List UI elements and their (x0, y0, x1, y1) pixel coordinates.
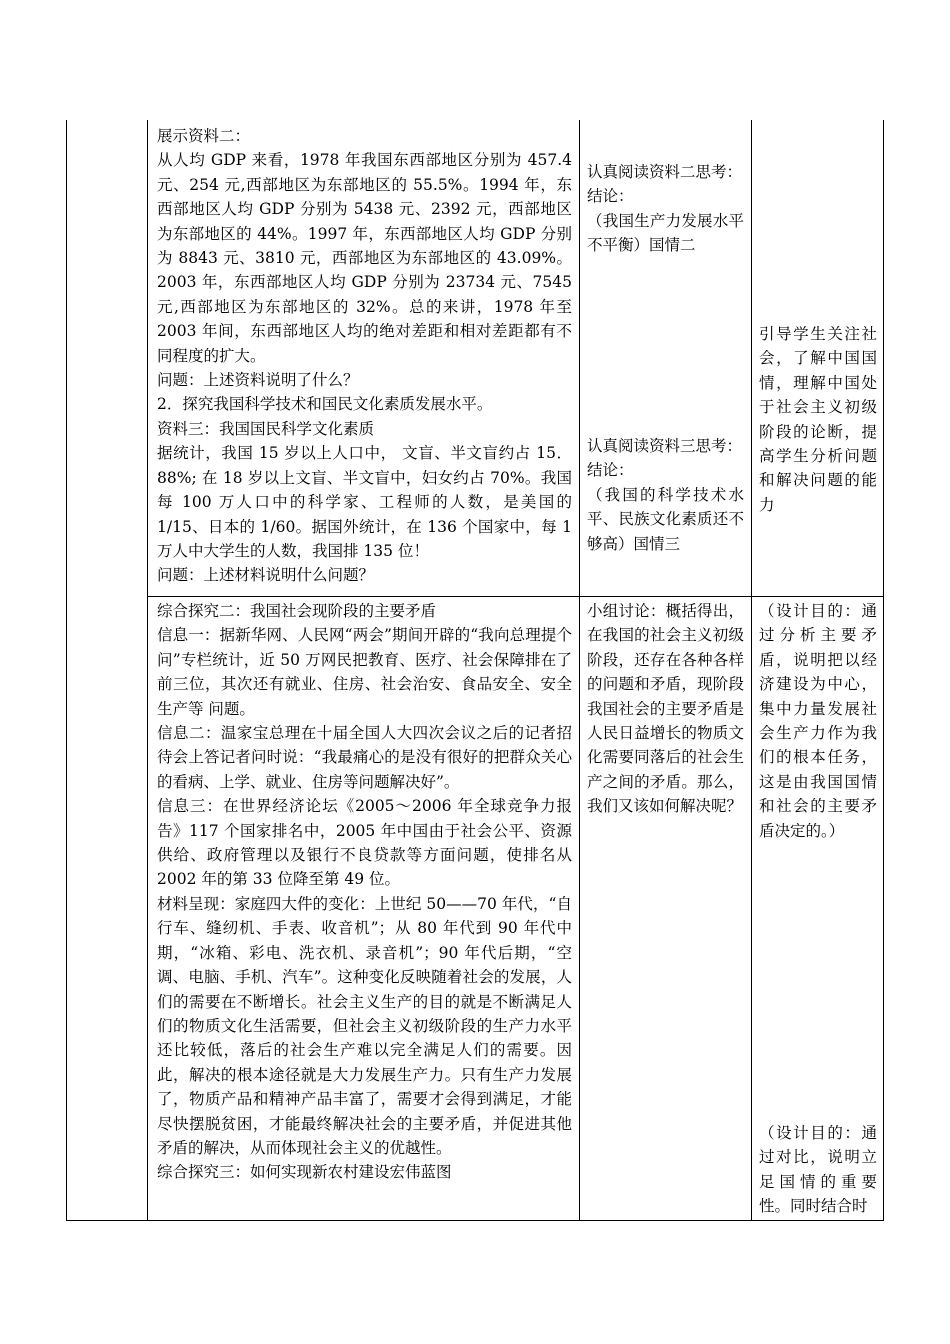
row2-design-intent-a (759, 599, 877, 843)
design-intent-text: （设计目的：通过分析主要矛盾，说明把以经济建设为中心，集中力量发展社会生产力作为我们的根本任务，这是由我国国情和社会的主要矛盾决定的。） (759, 602, 877, 840)
group-discussion: 小组讨论：概括得出，在我国的社会主义初级阶段，还存在各种各样的问题和矛盾，现阶段我国社会的主要矛盾是人民日益增长的物质文化需要同落后的社会生产之间的矛盾。那么，我们又该如何解决呢？ (587, 602, 744, 816)
row2-heading: 综合探究二：我国社会现阶段的主要矛盾 (157, 602, 437, 620)
row1-material-three: 据统计，我国 15 岁以上人口中， 文盲、半文盲约占 15．88%; 在 18 岁以上文盲、半文盲中，妇女约占 70%。我国每 100 万人口中的科学家、工程师的人数，是美国的 1/15、日本的 1/60。据国外统计，在 136 个国家中，每 1 万人中大学生的人数，我国排 135 位！ (157, 444, 572, 560)
row2-next-heading: 综合探究三：如何实现新农村建设宏伟蓝图 (157, 1163, 452, 1182)
table-border-left (66, 120, 67, 1221)
row2-info-three: 信息三：在世界经济论坛《2005～2006 年全球竞争力报告》117 个国家排名中，2005 年中国由于社会公平、资源供给、政府管理以及银行不良贷款等方面问题，使排名从 2002 年的第 33 位降至第 49 位。 (157, 797, 572, 889)
row1-heading: 展示资料二： (157, 127, 251, 145)
row2-material: 材料呈现：家庭四大件的变化：上世纪 50——70 年代，“自行车、缝纫机、手表、收音机”；从 80 年代到 90 年代中期，“冰箱、彩电、洗衣机、录音机”；90 年代后期，“空调、电脑、手机、汽车”。这种变化反映随着社会的发展，人们的需要在不断增长。社会主义生产的目的就是不断满足人们的物质文化生活需要，但社会主义初级阶段的生产力水平还比较低，落后的社会生产难以完全满足人们的需要。因此，解决的根本途径就是大力发展生产力。只有生产力发展了，物质产品和精神产品丰富了，需要才会得到满足，才能尽快摆脱贫困，才能最终解决社会的主要矛盾，并促进其他矛盾的解决，从而体现社会主义的优越性。 (157, 894, 572, 1157)
design-intent-text: 引导学生关注社会，了解中国国情，理解中国处于社会主义初级阶段的论断，提高学生分析问题和解决问题的能力 (759, 325, 877, 514)
design-intent-text: （设计目的：通过对比，说明立足国情的重要性。同时结合时 (759, 1124, 877, 1216)
column-divider-1 (147, 120, 148, 1221)
row2-info-one: 信息一：据新华网、人民网“两会”期间开辟的“我向总理提个问”专栏统计，近 50 万网民把教育、医疗、社会保障排在了前三位，其次还有就业、住房、社会治安、食品安全、安全生产等 问题。 (157, 626, 572, 718)
table-border-bottom (66, 1220, 884, 1221)
row1-subheading: 2．探究我国科学技术和国民文化素质发展水平。 (157, 395, 493, 414)
row1-design-intent (759, 322, 877, 517)
row1-question-one: 问题：上述资料说明了什么？ (157, 371, 359, 390)
column-divider-3 (751, 120, 752, 1221)
student-conclusion: （我国的科学技术水平、民族文化素质还不够高）国情三 (587, 485, 744, 553)
table-border-right (883, 120, 884, 1221)
row1-student-activity-b (587, 434, 744, 556)
row1-content-cell (157, 124, 572, 588)
row1-material-two: 从人均 GDP 来看，1978 年我国东西部地区分别为 457.4 元、254 元,西部地区为东部地区的 55.5%。1994 年，东西部地区人均 GDP 分别为 5438 元、2392 元，西部地区为东部地区的 44%。1997 年，东西部地区人均 GDP 分别为 8843 元、3810 元，西部地区为东部地区的 43.09%。2003 年，东西部地区人均 GDP 分别为 23734 元、7545 元,西部地区为东部地区的 32%。总的来讲，1978 年至 2003 年间，东西部地区人均的绝对差距和相对差距都有不同程度的扩大。 (157, 151, 572, 365)
row2-content-cell (157, 599, 572, 1185)
student-conclusion: （我国生产力发展水平不平衡）国情二 (587, 211, 744, 255)
student-task: 认真阅读资料二思考： (587, 163, 743, 181)
row2-design-intent-b (759, 1121, 877, 1219)
row1-material-three-title: 资料三：我国国民科学文化素质 (157, 419, 375, 438)
student-conclusion-label: 结论： (587, 187, 634, 206)
student-conclusion-label: 结论： (587, 461, 634, 480)
row-divider (147, 596, 884, 597)
student-task: 认真阅读资料三思考： (587, 437, 743, 455)
row2-info-two: 信息二：温家宝总理在十届全国人大四次会议之后的记者招待会上答记者问时说：“我最痛心的是没有很好的把群众关心的看病、上学、就业、住房等问题解决好”。 (157, 724, 572, 791)
column-divider-2 (579, 120, 580, 1221)
row1-question-two: 问题：上述材料说明什么问题？ (157, 566, 375, 585)
row1-student-activity-a (587, 160, 744, 258)
row2-student-activity (587, 599, 744, 819)
